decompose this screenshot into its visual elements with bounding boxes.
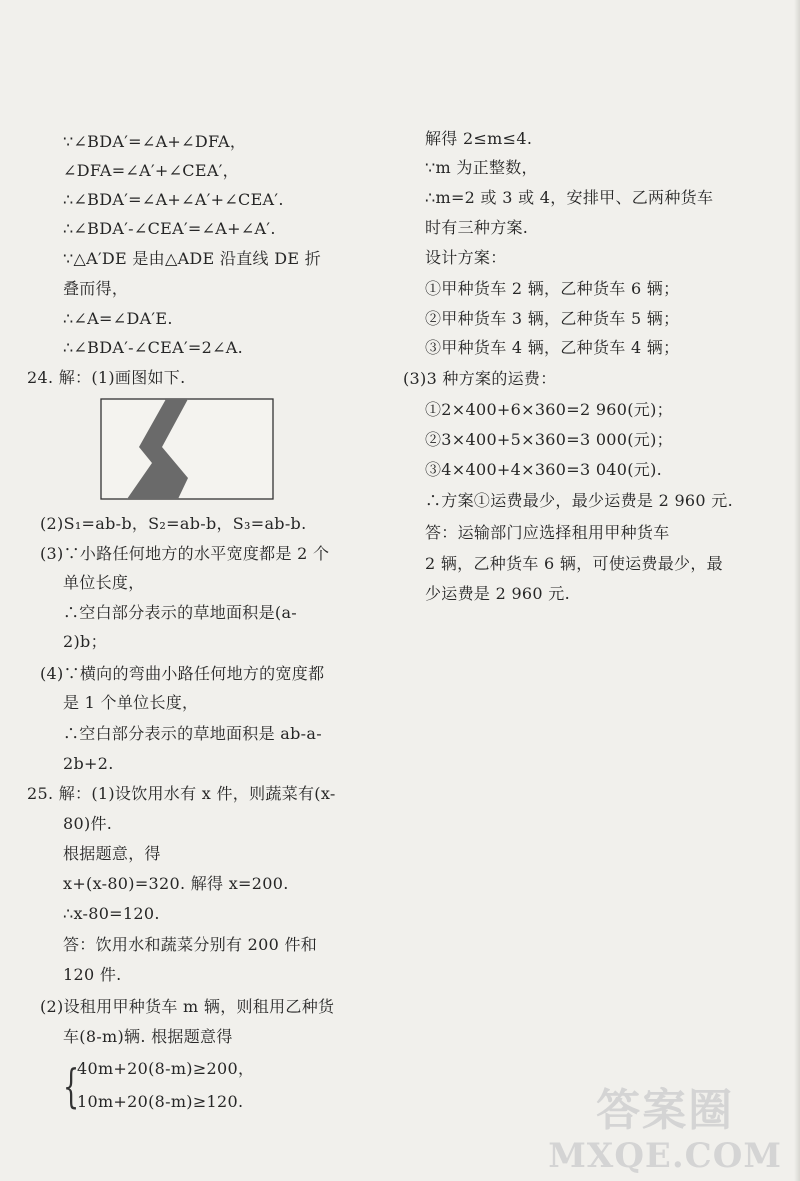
text-line: ∠DFA=∠A′+∠CEA′， xyxy=(63,161,239,180)
problem-25-heading: 25. 解：(1)设饮用水有 x 件，则蔬菜有(x- xyxy=(27,784,336,803)
text-line: (2)设租用甲种货车 m 辆，则租用乙种货 xyxy=(40,997,335,1016)
text-line: ③4×400+4×360=3 040(元). xyxy=(425,460,663,479)
text-line: ①2×400+6×360=2 960(元)； xyxy=(425,400,673,419)
text-line: ∴空白部分表示的草地面积是 ab-a- xyxy=(63,724,322,743)
text-line: (3)∵小路任何地方的水平宽度都是 2 个 xyxy=(40,544,330,563)
watermark-logo-text: 答案圈 xyxy=(596,1085,735,1136)
site-watermark xyxy=(548,1086,782,1176)
text-line: 2b+2. xyxy=(63,754,114,773)
text-line: 时有三种方案. xyxy=(425,218,529,237)
text-line: (4)∵横向的弯曲小路任何地方的宽度都 xyxy=(40,664,325,683)
text-line: 答：饮用水和蔬菜分别有 200 件和 xyxy=(63,935,318,954)
text-line: 车(8-m)辆. 根据题意得 xyxy=(63,1027,233,1046)
text-line: 2)b； xyxy=(63,632,107,651)
inequality-line: 40m+20(8-m)≥200， xyxy=(77,1059,255,1078)
text-line: ∴x-80=120. xyxy=(63,904,160,923)
text-line: 叠而得， xyxy=(63,279,129,298)
system-brace: { xyxy=(63,1059,80,1113)
text-line: ③甲种货车 4 辆，乙种货车 4 辆； xyxy=(425,338,680,357)
text-line: ②甲种货车 3 辆，乙种货车 5 辆； xyxy=(425,309,680,328)
text-line: ①甲种货车 2 辆，乙种货车 6 辆； xyxy=(425,279,680,298)
watermark-url: MXQE.COM xyxy=(548,1136,782,1176)
text-line: ∵∠BDA′=∠A+∠DFA， xyxy=(63,132,247,151)
lawn-path-figure xyxy=(100,398,274,500)
text-line: 单位长度， xyxy=(63,573,145,592)
problem-24-heading: 24. 解：(1)画图如下. xyxy=(27,368,186,387)
text-line: 是 1 个单位长度， xyxy=(63,693,199,712)
text-line: 答：运输部门应选择租用甲种货车 xyxy=(425,523,670,542)
text-line: 解得 2≤m≤4. xyxy=(425,129,533,148)
text-line: ∴∠BDA′-∠CEA′=∠A+∠A′. xyxy=(63,219,276,238)
inequality-line: 10m+20(8-m)≥120. xyxy=(77,1092,244,1111)
text-line: ∴∠BDA′=∠A+∠A′+∠CEA′. xyxy=(63,190,284,209)
text-line: ∴m=2 或 3 或 4，安排甲、乙两种货车 xyxy=(425,188,714,207)
text-line: ∴∠BDA′-∠CEA′=2∠A. xyxy=(63,338,244,357)
text-line: 少运费是 2 960 元. xyxy=(425,584,570,603)
text-line: (3)3 种方案的运费： xyxy=(403,369,557,388)
text-line: ∵△A′DE 是由△ADE 沿直线 DE 折 xyxy=(63,249,321,268)
text-line: 2 辆，乙种货车 6 辆，可使运费最少，最 xyxy=(425,554,723,573)
text-line: ∴∠A=∠DA′E. xyxy=(63,309,173,328)
text-line: 80)件. xyxy=(63,814,113,833)
text-line: ②3×400+5×360=3 000(元)； xyxy=(425,430,673,449)
text-line: ∴方案①运费最少，最少运费是 2 960 元. xyxy=(425,491,733,510)
page-edge-shadow xyxy=(794,0,800,1181)
text-line: 根据题意，得 xyxy=(63,844,161,863)
text-line: (2)S₁=ab-b，S₂=ab-b，S₃=ab-b. xyxy=(40,514,307,533)
text-line: 设计方案： xyxy=(425,248,507,267)
text-line: 120 件. xyxy=(63,965,122,984)
text-line: ∵m 为正整数， xyxy=(425,158,538,177)
text-line: x+(x-80)=320. 解得 x=200. xyxy=(63,874,289,893)
text-line: ∴空白部分表示的草地面积是(a- xyxy=(63,603,297,622)
